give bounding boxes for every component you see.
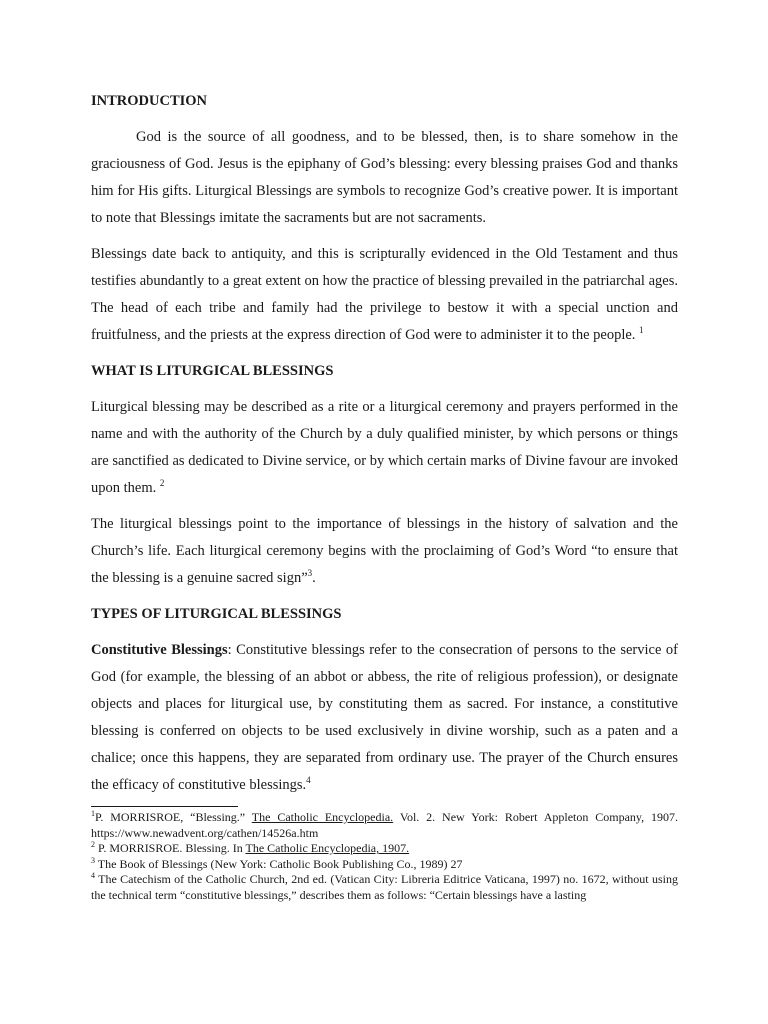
heading-what-is: WHAT IS LITURGICAL BLESSINGS xyxy=(91,363,334,379)
footnote-number: 4 xyxy=(91,871,95,880)
heading-types: TYPES OF LITURGICAL BLESSINGS xyxy=(91,606,342,622)
paragraph-end: . xyxy=(312,570,316,586)
footnote-title: The Catholic Encyclopedia. xyxy=(251,810,394,824)
footnote-3 xyxy=(91,857,678,873)
document-body xyxy=(91,88,678,903)
footnote-text: P. MORRISROE. Blessing. In xyxy=(95,841,246,855)
paragraph-text: Blessings date back to antiquity, and this is scripturally evidenced in the Old Testament and thus testifies abundantly to a great extent on how the practice of blessing prevailed in the patriarchal ages. The head of each tribe and family had the privilege to bestow it with a special unction and fruitfulness, and the priests at the express direction of God were to administer it to the people. xyxy=(91,246,678,343)
paragraph-what-is-2 xyxy=(91,511,678,592)
footnote-title: The Catholic Encyclopedia, 1907. xyxy=(245,841,410,855)
footnote-ref-4[interactable]: 4 xyxy=(306,775,311,786)
paragraph-text: The liturgical blessings point to the importance of blessings in the history of salvation and the Church’s life. Each liturgical ceremony begins with the proclaiming of God’s Word “to ensure that the blessing is a genuine sacred sign” xyxy=(91,516,678,586)
footnote-text: The Catechism of the Catholic Church, 2nd ed. (Vatican City: Libreria Editrice Vaticana, 1997) no. 1672, without using the technical term “constitutive blessings,” describes them as follows: “Certain blessings have a lasting xyxy=(91,872,678,902)
paragraph-text: : Constitutive blessings refer to the consecration of persons to the service of God (for example, the blessing of an abbot or abbess, the rite of religious profession), or designate objects and places for liturgical use, by constituting them as sacred. For instance, a constitutive blessing is conferred on objects to be used exclusively in divine worship, such as a paten and a chalice; once this happens, they are separated from ordinary use. The prayer of the Church ensures the efficacy of constitutive blessings. xyxy=(91,642,678,793)
footnote-1 xyxy=(91,810,678,841)
heading-introduction: INTRODUCTION xyxy=(91,93,208,109)
paragraph-intro-1 xyxy=(91,124,678,232)
footnotes xyxy=(91,810,678,903)
footnote-text: The Book of Blessings (New York: Catholic Book Publishing Co., 1989) 27 xyxy=(95,856,463,871)
footnote-number: 1 xyxy=(91,809,95,818)
footnote-2 xyxy=(91,841,678,857)
footnote-ref-1[interactable]: 1 xyxy=(639,325,644,336)
footnote-ref-3[interactable]: 3 xyxy=(307,568,313,579)
footnote-4 xyxy=(91,872,678,903)
footnote-separator xyxy=(91,806,238,807)
paragraph-text: God is the source of all goodness, and to be blessed, then, is to share somehow in the graciousness of God. Jesus is the epiphany of God’s blessing: every blessing praises God and thanks him for His gifts. Liturgical Blessings are symbols to recognize God’s creative power. It is important to note that Blessings imitate the sacraments but are not sacraments. xyxy=(91,129,678,226)
paragraph-intro-2 xyxy=(91,241,678,349)
footnote-number: 3 xyxy=(91,855,95,865)
footnote-text: P. MORRISROE, “Blessing.” xyxy=(95,810,252,824)
paragraph-constitutive xyxy=(91,637,678,799)
footnote-ref-2[interactable]: 2 xyxy=(159,478,165,489)
paragraph-what-is-1 xyxy=(91,394,678,502)
term-constitutive-blessings: Constitutive Blessings xyxy=(91,642,228,658)
paragraph-text: Liturgical blessing may be described as a rite or a liturgical ceremony and prayers performed in the name and with the authority of the Church by a duly qualified minister, by which persons or things are sanctified as dedicated to Divine service, or by which certain marks of Divine favour are invoked upon them. xyxy=(91,399,678,496)
footnote-text: Vol. 2. New York: Robert Appleton Company, 1907. https://www.newadvent.org/cathen/14526a.htm xyxy=(91,810,678,840)
footnote-number: 2 xyxy=(91,840,95,849)
